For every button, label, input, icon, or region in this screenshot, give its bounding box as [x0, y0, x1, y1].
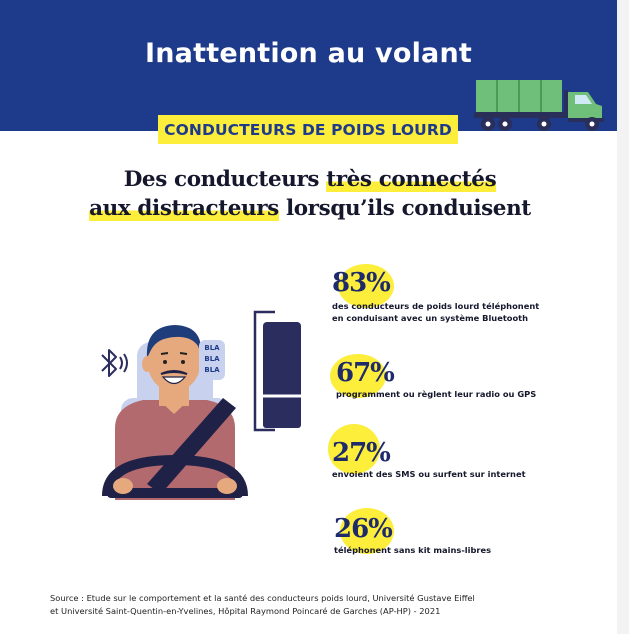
stat-value: 27%	[332, 438, 390, 468]
truck-icon	[472, 76, 610, 134]
stat-value: 83%	[332, 268, 390, 298]
stat-description-line1: envoient des SMS ou surfent sur internet	[332, 469, 526, 479]
source-line1: Source : Etude sur le comportement et la santé des conducteurs poids lourd, Université Gustave Eiffel	[50, 593, 475, 603]
source-note	[50, 592, 475, 618]
headline-line2-plain: lorsqu’ils conduisent	[278, 196, 531, 221]
page-title: Inattention au volant	[145, 38, 472, 69]
speech-word: BLA	[204, 344, 220, 352]
stat-26	[334, 514, 491, 556]
stat-83	[332, 268, 539, 324]
headline-line2-highlight: aux distracteurs	[89, 196, 279, 221]
stat-description-line1: des conducteurs de poids lourd téléphonent	[332, 301, 540, 311]
stat-67	[336, 358, 536, 400]
headline	[40, 165, 580, 223]
headline-line1-highlight: très connectés	[326, 167, 497, 192]
bluetooth-icon	[98, 346, 132, 382]
stat-27	[332, 438, 526, 480]
subtitle-badge: CONDUCTEURS DE POIDS LOURD	[158, 115, 458, 144]
stat-description-line1: téléphonent sans kit mains-libres	[334, 545, 492, 555]
source-line2: et Université Saint-Quentin-en-Yvelines, Hôpital Raymond Poincaré de Garches (AP-HP) - 2021	[50, 606, 441, 616]
stat-value: 67%	[336, 358, 394, 388]
right-edge-strip	[617, 0, 629, 634]
stat-description-line1: programment ou règlent leur radio ou GPS	[336, 389, 537, 399]
stat-description-line2: en conduisant avec un système Bluetooth	[332, 313, 529, 323]
headline-line1-plain: Des conducteurs	[123, 167, 327, 192]
stat-value: 26%	[334, 514, 392, 544]
speech-bubble	[199, 340, 225, 380]
speech-word: BLA	[204, 366, 220, 374]
speech-word: BLA	[204, 355, 220, 363]
